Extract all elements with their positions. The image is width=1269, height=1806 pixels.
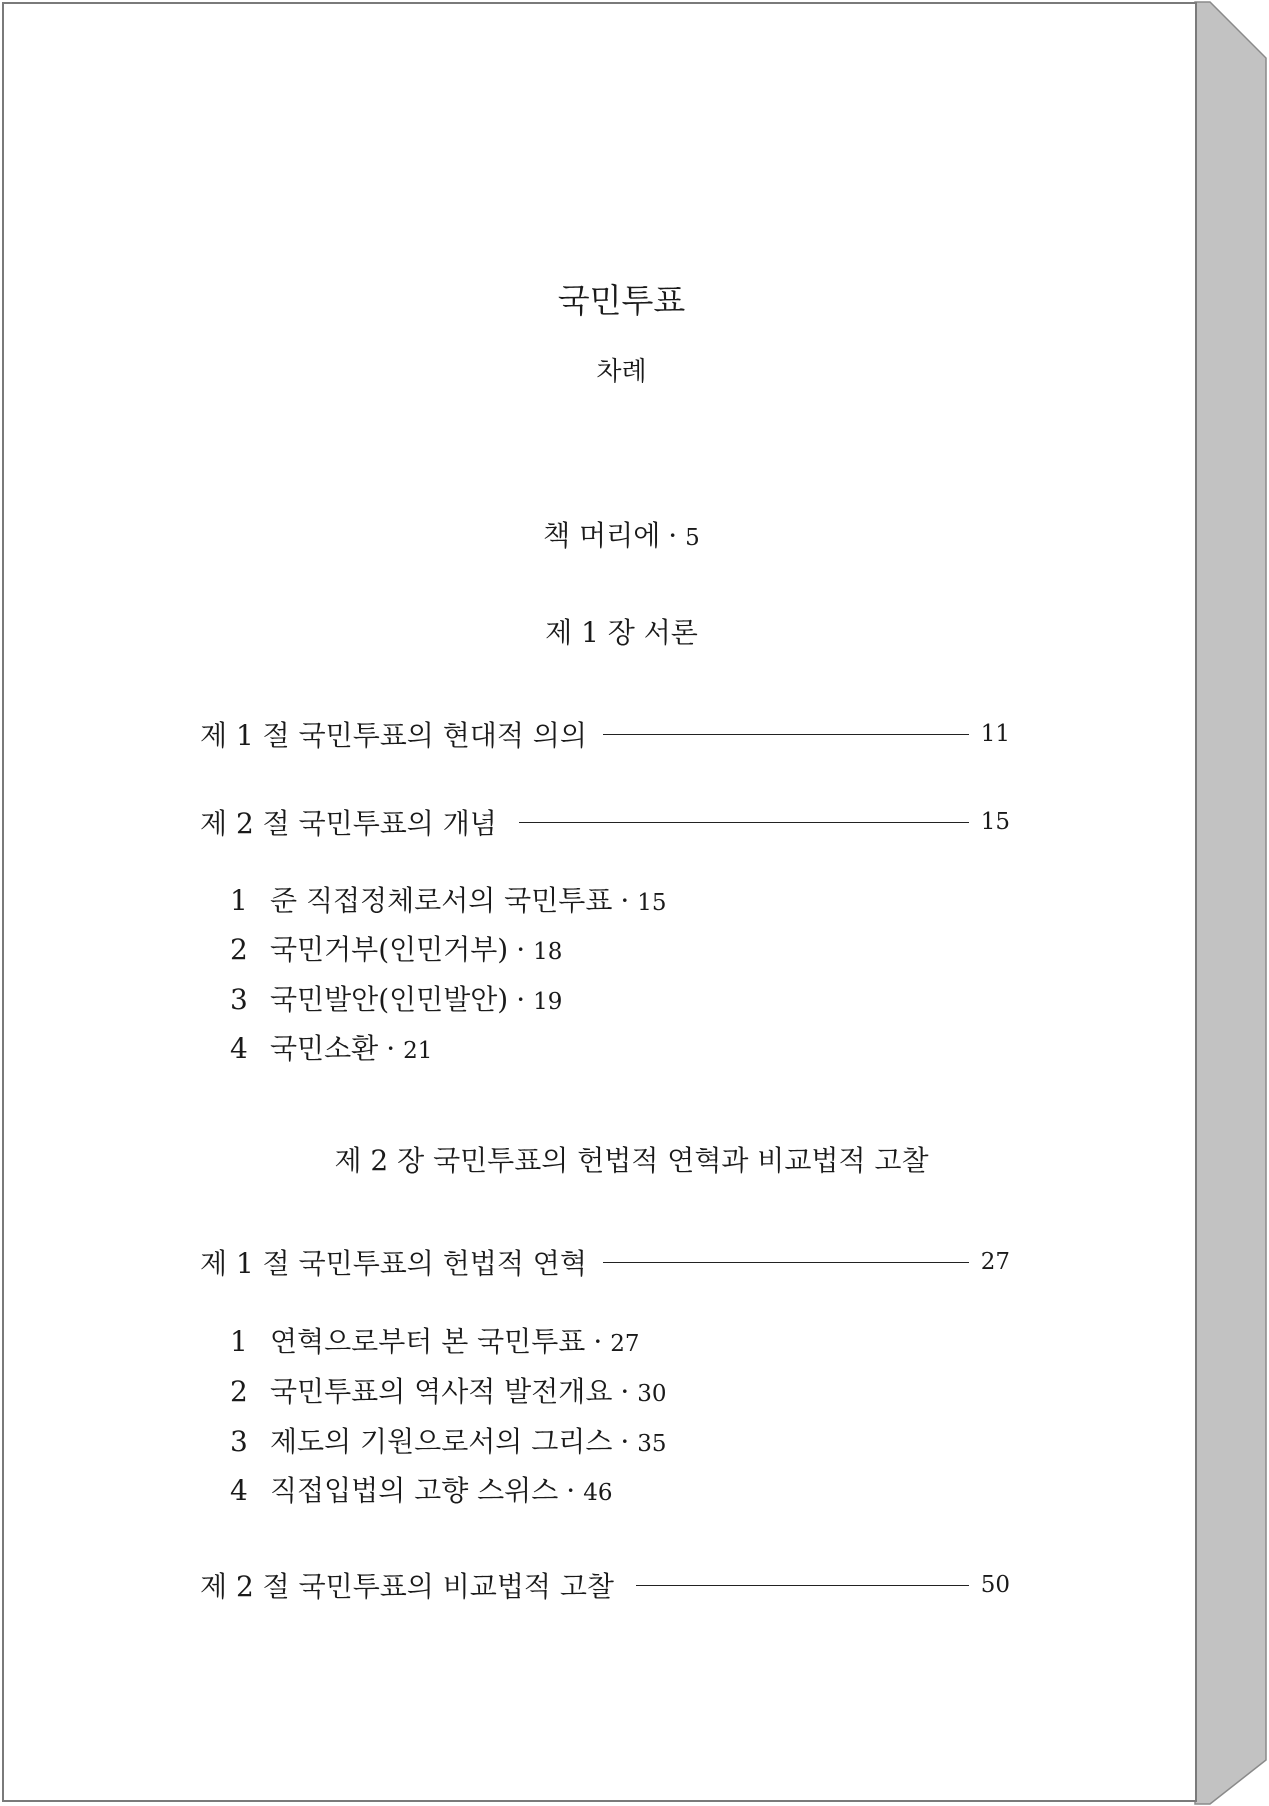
- item-number: 2: [230, 1375, 248, 1408]
- chapter-2-heading[interactable]: 제 2 장 국민투표의 헌법적 연혁과 비교법적 고찰: [334, 1144, 929, 1177]
- toc-page: [2, 2, 1197, 1802]
- list-item[interactable]: [230, 1420, 667, 1460]
- item-page: 21: [403, 1038, 433, 1064]
- separator-dot: ·: [620, 884, 630, 917]
- separator-dot: ·: [566, 1474, 576, 1507]
- section-page: 11: [980, 721, 1010, 747]
- section-label: 제 1 절 국민투표의 현대적 의의: [200, 719, 587, 752]
- item-label: 국민발안(인민발안): [270, 983, 509, 1016]
- section-label: 제 2 절 국민투표의 개념: [200, 807, 497, 840]
- toc-heading: 차례: [596, 357, 647, 387]
- separator-dot: ·: [620, 1375, 630, 1408]
- preface-entry[interactable]: [4, 519, 1199, 552]
- section-label: 제 1 절 국민투표의 헌법적 연혁: [200, 1247, 587, 1280]
- leader-line: [519, 822, 969, 823]
- item-page: 30: [637, 1381, 667, 1407]
- item-number: 3: [230, 1425, 248, 1458]
- list-item[interactable]: [230, 1027, 432, 1067]
- chapter-1-section-2[interactable]: [200, 804, 1010, 840]
- leader-line: [603, 1262, 969, 1263]
- separator-dot: ·: [516, 933, 526, 966]
- item-number: 1: [230, 884, 248, 917]
- item-number: 3: [230, 983, 248, 1016]
- preface-label: 책 머리에: [543, 519, 661, 552]
- list-item[interactable]: [230, 1469, 612, 1509]
- chapter-2-section-1[interactable]: [200, 1244, 1010, 1280]
- chapter-2-section-2[interactable]: [200, 1567, 1010, 1603]
- item-label: 준 직접정체로서의 국민투표: [270, 884, 613, 917]
- item-page: 46: [583, 1480, 613, 1506]
- item-label: 국민거부(인민거부): [270, 933, 509, 966]
- list-item[interactable]: [230, 1320, 640, 1360]
- preface-page: 5: [685, 525, 700, 551]
- leader-line: [603, 734, 969, 735]
- item-label: 국민투표의 역사적 발전개요: [270, 1375, 613, 1408]
- list-item[interactable]: [230, 1370, 667, 1410]
- section-page: 50: [980, 1572, 1010, 1598]
- separator-dot: ·: [386, 1032, 396, 1065]
- item-number: 2: [230, 933, 248, 966]
- leader-line: [636, 1585, 969, 1586]
- separator-dot: ·: [593, 1325, 603, 1358]
- item-label: 연혁으로부터 본 국민투표: [270, 1325, 586, 1358]
- item-page: 19: [533, 989, 563, 1015]
- item-label: 제도의 기원으로서의 그리스: [270, 1425, 613, 1458]
- section-label: 제 2 절 국민투표의 비교법적 고찰: [200, 1570, 614, 1603]
- item-page: 27: [610, 1331, 640, 1357]
- item-page: 15: [637, 890, 667, 916]
- book-title: 국민투표: [557, 281, 686, 320]
- list-item[interactable]: [230, 978, 562, 1018]
- item-label: 직접입법의 고향 스위스: [270, 1474, 559, 1507]
- item-label: 국민소환: [270, 1032, 379, 1065]
- chapter-1-heading[interactable]: 제 1 장 서론: [545, 616, 698, 649]
- list-item[interactable]: [230, 879, 667, 919]
- item-number: 4: [230, 1032, 248, 1065]
- item-number: 1: [230, 1325, 248, 1358]
- item-page: 35: [637, 1431, 667, 1457]
- separator-dot: ·: [620, 1425, 630, 1458]
- chapter-1-section-1[interactable]: [200, 716, 1010, 752]
- list-item[interactable]: [230, 928, 562, 968]
- separator-dot: ·: [516, 983, 526, 1016]
- item-number: 4: [230, 1474, 248, 1507]
- item-page: 18: [533, 939, 563, 965]
- separator-dot: ·: [668, 519, 678, 552]
- section-page: 15: [980, 809, 1010, 835]
- section-page: 27: [980, 1249, 1010, 1275]
